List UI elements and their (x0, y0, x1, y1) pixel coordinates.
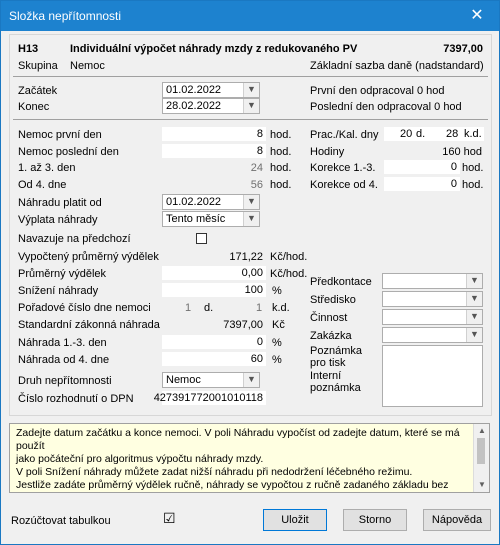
avg-field[interactable]: 0,00 (162, 266, 266, 280)
record-amount: 7397,00 (443, 43, 483, 55)
chevron-down-icon[interactable]: ▼ (243, 373, 259, 387)
unit-label: Kč/hod. (270, 251, 308, 263)
absence-type-label: Druh nepřítomnosti (18, 375, 112, 387)
chevron-down-icon[interactable]: ▼ (243, 83, 259, 97)
note-internal-label-2: poznámka (310, 382, 361, 394)
reduction-label: Snížení náhrady (18, 285, 99, 297)
hours-value: 160 hod (442, 146, 482, 158)
comp13-label: Náhrada 1.-3. den (18, 337, 107, 349)
chevron-down-icon[interactable]: ▼ (243, 212, 259, 226)
help-line: V poli Snížení náhrady můžete zadat nižší náhradu při nedodržení léčebného režimu. (16, 466, 413, 478)
close-icon[interactable]: ✕ (470, 7, 484, 24)
note-internal-label: Interní (310, 370, 342, 382)
start-date-value: 01.02.2022 (166, 84, 222, 96)
calc-avg-value: 171,22 (229, 251, 263, 263)
work-days-label: Prac./Kal. dny (310, 129, 379, 141)
unit-label: k.d. (272, 302, 290, 314)
start-label: Začátek (18, 85, 58, 97)
main-panel (9, 34, 492, 416)
comp4-label: Náhrada od 4. dne (18, 354, 110, 366)
first-day-note: První den odpracoval 0 hod (310, 85, 445, 97)
divider (13, 119, 488, 120)
sick-first-label: Nemoc první den (18, 129, 102, 141)
order-label: Zakázka (310, 330, 352, 342)
dpn-label: Číslo rozhodnutí o DPN (18, 393, 134, 405)
day1to3-label: 1. až 3. den (18, 162, 76, 174)
notes-textarea[interactable] (382, 345, 483, 407)
activity-select[interactable] (382, 309, 483, 325)
day1to3-value: 24 (250, 162, 263, 174)
order-select[interactable] (382, 327, 483, 343)
chevron-down-icon[interactable]: ▼ (466, 274, 482, 288)
chevron-down-icon[interactable]: ▼ (243, 195, 259, 209)
unit-label: hod. (270, 129, 292, 141)
title-bar[interactable] (1, 1, 499, 31)
tax-note: Základní sazba daně (nadstandard) (310, 60, 484, 72)
chevron-up-icon[interactable]: ▲ (478, 426, 486, 435)
activity-label: Činnost (310, 312, 348, 324)
last-day-note: Poslední den odpracoval 0 hod (310, 101, 462, 113)
corr13-field[interactable]: 0 (384, 160, 460, 174)
cancel-button[interactable]: Storno (343, 509, 407, 531)
window-title: Složka nepřítomnosti (9, 9, 122, 23)
unit-label: Kč/hod. (270, 268, 308, 280)
note-print-label: Poznámka (310, 345, 362, 357)
dpn-field[interactable]: 427391772001010118 (162, 391, 266, 405)
chevron-down-icon[interactable]: ▼ (466, 292, 482, 306)
record-title: Individuální výpočet náhrady mzdy z redukovaného PV (70, 43, 358, 55)
sick-first-field[interactable]: 8 (162, 127, 266, 141)
unit-label: % (272, 337, 282, 349)
help-line: Jestliže zadáte průměrný výdělek ručně, náhrady se vypočtou z ručně zadaného základu bez (16, 479, 449, 491)
scrollbar-thumb[interactable] (477, 438, 485, 464)
chevron-down-icon[interactable]: ▼ (466, 328, 482, 342)
start-date-picker[interactable] (162, 82, 260, 98)
unit-label: hod. (462, 162, 484, 174)
comp-from-label: Náhradu platit od (18, 197, 102, 209)
unit-label: hod. (270, 146, 292, 158)
comp13-field[interactable]: 0 (162, 335, 266, 349)
payout-select[interactable]: Tento měsíc ▼ (162, 211, 260, 227)
std-comp-label: Standardní zákonná náhrada (18, 319, 160, 331)
divider (13, 76, 488, 77)
std-comp-value: 7397,00 (223, 319, 263, 331)
calc-avg-label: Vypočtený průměrný výdělek (18, 251, 159, 263)
unit-label: % (272, 354, 282, 366)
help-text-box (9, 423, 490, 493)
group-value: Nemoc (70, 60, 105, 72)
corr4-field[interactable]: 0 (384, 177, 460, 191)
follows-label: Navazuje na předchozí (18, 233, 131, 245)
corr4-label: Korekce od 4. (310, 179, 378, 191)
chevron-down-icon[interactable]: ▼ (478, 480, 486, 489)
reduction-field[interactable]: 100 (162, 283, 266, 297)
precontact-select[interactable] (382, 273, 483, 289)
save-button[interactable]: Uložit (263, 509, 327, 531)
end-date-picker[interactable] (162, 98, 260, 114)
hours-label: Hodiny (310, 146, 345, 158)
record-code: H13 (18, 43, 39, 55)
absence-type-select[interactable]: Nemoc ▼ (162, 372, 260, 388)
expand-table-checkbox[interactable]: ☑ (163, 510, 176, 526)
precontact-label: Předkontace (310, 276, 372, 288)
unit-label: hod. (462, 179, 484, 191)
expand-table-label: Rozúčtovat tabulkou (11, 515, 111, 527)
unit-label: d. (204, 302, 214, 314)
group-label: Skupina (18, 60, 58, 72)
help-line: jako počáteční pro algoritmus výpočtu náhrady mzdy. (16, 453, 264, 465)
sick-last-field[interactable]: 8 (162, 144, 266, 158)
scrollbar[interactable] (473, 424, 489, 492)
unit-label: hod. (270, 162, 292, 174)
unit-label: Kč (272, 319, 285, 331)
follows-checkbox[interactable] (196, 233, 207, 244)
corr13-label: Korekce 1.-3. (310, 162, 376, 174)
sick-last-label: Nemoc poslední den (18, 146, 119, 158)
center-select[interactable] (382, 291, 483, 307)
unit-label: % (272, 285, 282, 297)
order-label: Pořadové číslo dne nemoci (18, 302, 151, 314)
order-caldays-value: 1 (256, 302, 263, 314)
note-print-label-2: pro tisk (310, 357, 346, 369)
chevron-down-icon[interactable]: ▼ (466, 310, 482, 324)
payout-label: Výplata náhrady (18, 214, 98, 226)
from4-value: 56 (250, 179, 263, 191)
avg-label: Průměrný výdělek (18, 268, 107, 280)
end-date-value: 28.02.2022 (166, 100, 222, 112)
chevron-down-icon[interactable]: ▼ (243, 99, 259, 113)
comp-from-date-picker[interactable]: 01.02.2022 ▼ (162, 194, 260, 210)
order-days-value: 1 (185, 302, 192, 314)
help-button[interactable]: Nápověda (423, 509, 491, 531)
center-label: Středisko (310, 294, 356, 306)
end-label: Konec (18, 101, 50, 113)
work-days-field[interactable]: 20 d. 28 k.d. (384, 127, 484, 141)
comp4-field[interactable]: 60 (162, 352, 266, 366)
unit-label: hod. (270, 179, 292, 191)
help-line: Zadejte datum začátku a konce nemoci. V poli Náhradu vypočíst od zadejte datum, které se má použít (16, 427, 460, 452)
from4-label: Od 4. dne (18, 179, 67, 191)
